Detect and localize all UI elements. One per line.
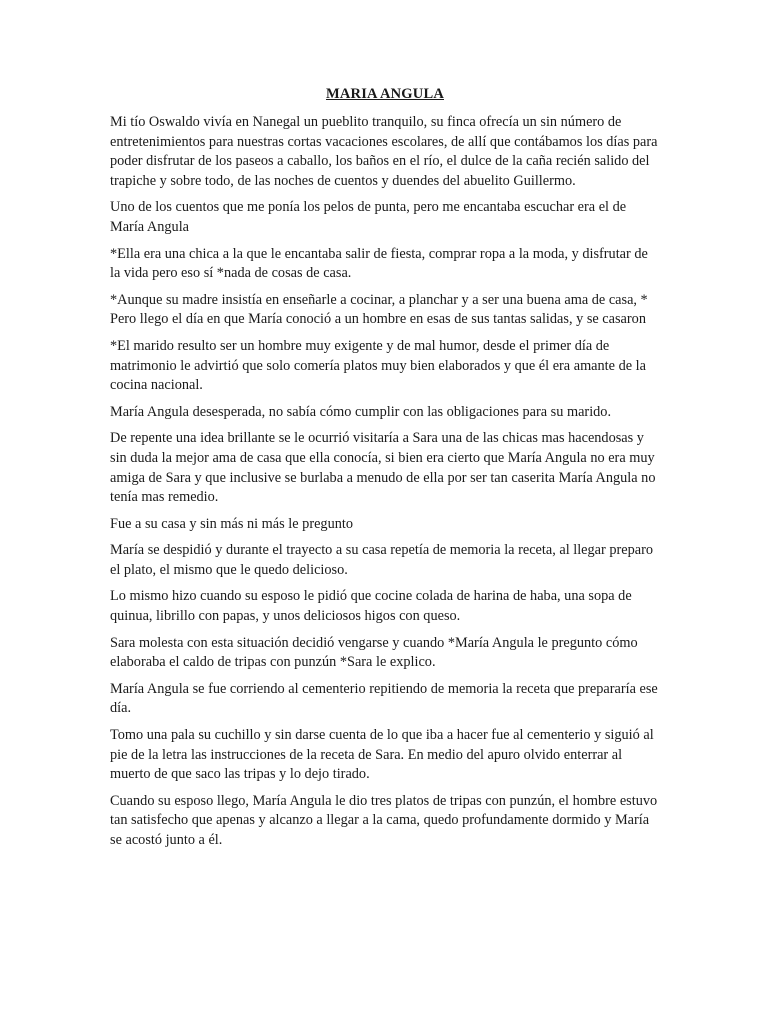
paragraph: Mi tío Oswaldo vivía en Nanegal un pueblito tranquilo, su finca ofrecía un sin número de entretenimientos para nuestras cortas vacaciones escolares, de allí que contábamos los días para poder disfrutar de los paseos a caballo, los baños en el río, el dulce de la caña recién salido del trapiche y sobre todo, de las noches de cuentos y duendes del abuelito Guillermo. xyxy=(110,114,658,189)
paragraph: Tomo una pala su cuchillo y sin darse cuenta de lo que iba a hacer fue al cementerio y siguió al pie de la letra las instrucciones de la receta de Sara. En medio del apuro olvido enterrar al muerto de que saco las tripas y lo dejo tirado. xyxy=(110,727,654,783)
document-title: MARIA ANGULA xyxy=(325,86,444,102)
paragraph: Sara molesta con esta situación decidió vengarse y cuando *María Angula le pregunto cómo elaboraba el caldo de tripas con punzún *Sara le explico. xyxy=(110,634,638,671)
paragraph: *Ella era una chica a la que le encantaba salir de fiesta, comprar ropa a la moda, y disfrutar de la vida pero eso sí *nada de cosas de casa. xyxy=(110,245,648,282)
paragraph: Fue a su casa y sin más ni más le pregunto xyxy=(110,515,353,532)
paragraph: María Angula se fue corriendo al cementerio repitiendo de memoria la receta que prepararía ese día. xyxy=(110,680,658,717)
document-page xyxy=(110,86,660,858)
paragraph: María Angula desesperada, no sabía cómo cumplir con las obligaciones para su marido. xyxy=(110,403,612,420)
paragraph: María se despidió y durante el trayecto a su casa repetía de memoria la receta, al llegar preparo el plato, el mismo que le quedo delicioso. xyxy=(110,542,654,578)
paragraph: Uno de los cuentos que me ponía los pelos de punta, pero me encantaba escuchar era el de María Angula xyxy=(110,199,627,235)
paragraph: *El marido resulto ser un hombre muy exigente y de mal humor, desde el primer día de matrimonio le advirtió que solo comería platos muy bien elaborados y que él era amante de la cocina nacional. xyxy=(110,337,646,394)
paragraph: *Aunque su madre insistía en enseñarle a cocinar, a planchar y a ser una buena ama de casa, * Pero llego el día en que María conoció a un hombre en esas de sus tantas salidas, y se casaron xyxy=(110,291,648,328)
paragraph: De repente una idea brillante se le ocurrió visitaría a Sara una de las chicas mas hacendosas y sin duda la mejor ama de casa que ella conocía, si bien era cierto que María Angula no era muy amiga de Sara y que inclusive se burlaba a menudo de ella por ser tan caserita María Angula no tenía mas remedio. xyxy=(110,430,656,506)
paragraph: Lo mismo hizo cuando su esposo le pidió que cocine colada de harina de haba, una sopa de quinua, librillo con papas, y unos deliciosos higos con queso. xyxy=(110,588,632,625)
paragraph: Cuando su esposo llego, María Angula le dio tres platos de tripas con punzún, el hombre estuvo tan satisfecho que apenas y alcanzo a llegar a la cama, quedo profundamente dormido y María se acostó junto a él. xyxy=(110,792,658,848)
